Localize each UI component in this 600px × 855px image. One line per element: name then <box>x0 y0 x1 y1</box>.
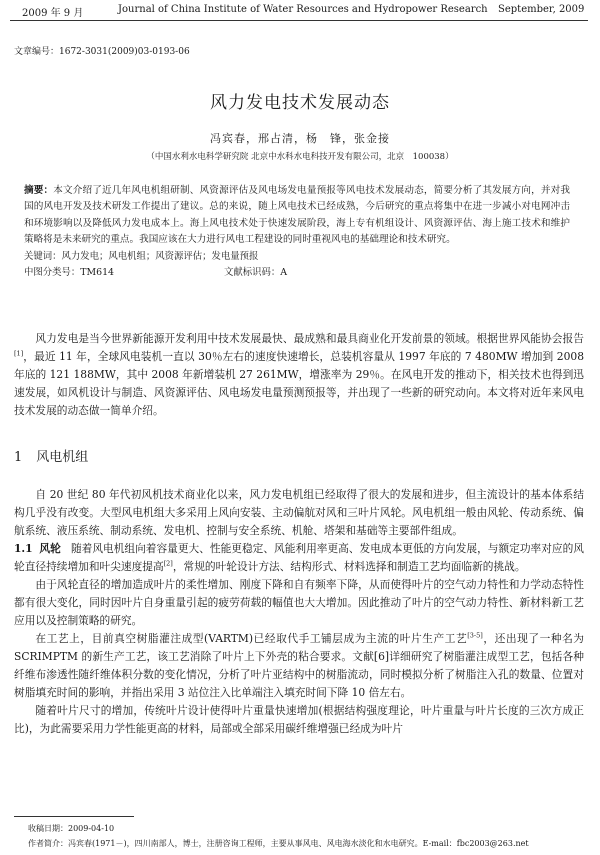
affiliation: （中国水利水电科学研究院 北京中水科水电科技开发有限公司，北京 100038） <box>146 152 454 162</box>
clc-label: 中图分类号： <box>24 266 81 278</box>
subsection-1-1-text-b: ，常规的叶轮设计方法、结构形式、材料选择和制造工艺均面临新的挑战。 <box>172 560 526 573</box>
section-1-title: 风电机组 <box>36 450 89 465</box>
page-title: 风力发电技术发展动态 <box>210 93 390 113</box>
section-1-number: 1 <box>14 450 23 465</box>
p4-text-b: ，还出现了一种名为 SCRIMPTM 的新生产工艺，该工艺消除了叶片上下外壳的粘合要求。文献[6]详细研究了树脂灌注成型工艺，包括各种纤维布渗透性随纤维体积分数的变化情况，分析了叶片亚结构中的树脂流动，同时模拟分析了树脂注入孔的数量、位置对树脂填充时间的影响，并指出采用 3 站位注入比单端注入填充时间下降 10 倍左右。 <box>14 632 584 699</box>
ref-2: [2] <box>163 559 173 568</box>
intro-text-b: ，最近 11 年，全球风电装机一直以 30％左右的速度快速增长，总装机容量从 1997 年底的 7 480MW 增加到 2008 年底的 121 188MW，其中 2008 年新增装机 27 261MW，增涨率为 29％。在风电开发的推动下，相关技术也得到迅速发展，如风机设计与制造、风资源评估、风电场发电量预测预报等，并出现了一些新的研究动向。本文将对近年来风电技术发展的动态做一简单介绍。 <box>14 350 584 417</box>
doc-code-label: 文献标识码： <box>223 266 281 278</box>
doc-code-value: A <box>280 266 288 278</box>
abstract-block <box>24 183 570 281</box>
keywords-label: 关键词： <box>24 250 62 262</box>
clc-value: TM614 <box>80 266 115 278</box>
subsection-1-1-title: 风轮 <box>39 542 61 555</box>
subsection-1-1-number: 1.1 <box>14 542 33 555</box>
ref-3-5: [3-5] <box>467 631 483 640</box>
abstract <box>24 183 570 249</box>
header-date-en: September, 2009 <box>498 4 585 15</box>
keywords-text: 风力发电；风电机组；风资源评估；发电量预报 <box>61 250 259 262</box>
footnote-received: 收稿日期：2009-04-10 <box>28 824 115 833</box>
section-1-paragraph-1: 自 20 世纪 80 年代初风机技术商业化以来，风力发电机组已经取得了很大的发展和进步，但主流设计的基本体系结构几乎没有改变。大型风电机组大多采用上风向安装、主动偏航对风和三叶片风轮。风电机组一般由风轮、传动系统、偏航系统、液压系统、制动系统、发电机、控制与安全系统、机舱、塔架和基础等主要部件组成。 <box>14 488 584 537</box>
header-date: 2009 年 9 月 <box>22 8 84 19</box>
intro <box>14 330 584 420</box>
header-rule <box>10 20 588 21</box>
section-1-paragraph-3: 由于风轮直径的增加造成叶片的柔性增加、刚度下降和自有频率下降，从而使得叶片的空气动力特性和力学动态特性都有很大变化，同时因叶片自身重量引起的疲劳荷载的幅值也大大增加。因此推动了叶片的空气动力特性、新材料新工艺应用以及控制策略的研究。 <box>14 578 584 627</box>
footnote-author-info: 作者简介：冯宾春(1971－)，四川南部人，博士，注册咨询工程师，主要从事风电、风电海水淡化和水电研究。E-mail：fbc2003@263.net <box>28 839 529 848</box>
section-1-paragraph-5: 随着叶片尺寸的增加，传统叶片设计使得叶片重量快速增加(根据结构强度理论，叶片重量与叶片长度的三次方成正比)，为此需要采用力学性能更高的材料，局部或全部采用碳纤维增强已经成为叶片 <box>14 704 584 735</box>
intro-ref-1: [1] <box>14 349 24 358</box>
section-1-body <box>14 486 584 738</box>
keywords <box>24 249 570 265</box>
intro-text-a: 风力发电是当今世界新能源开发利用中技术发展最快、最成熟和最具商业化开发前景的领域。根据世界风能协会报告 <box>35 332 584 345</box>
abstract-text: 本文介绍了近几年风电机组研制、风资源评估及风电场发电量预报等风电技术发展动态，简要分析了其发展方向，并对我国的风电开发及技术研发工作提出了建议。总的来说，随上风电技术已经成熟，今后研究的重点将集中在进一步减小对电网冲击和环境影响以及降低风力发电成本上。海上风电技术处于快速发展阶段，海上专有机组设计、风资源评估、海上施工技术和维护策略将是未来研究的重点。我国应该在大力进行风电工程建设的同时重视风电的基础理论和技术研究。 <box>24 185 571 246</box>
section-1-heading <box>14 446 88 465</box>
classification <box>24 265 570 281</box>
p4-text-a: 在工艺上，目前真空树脂灌注成型(VARTM)已经取代手工铺层成为主流的叶片生产工艺 <box>35 632 468 645</box>
subsection-1-1-paragraph <box>14 540 584 576</box>
abstract-label: 摘要： <box>24 185 54 196</box>
section-1-paragraph-4 <box>14 630 584 702</box>
header-journal: Journal of China Institute of Water Resources and Hydropower Research <box>118 4 488 15</box>
authors: 冯宾春，邢占清，杨 锋，张金接 <box>210 132 390 145</box>
subsection-1-1-text-a: 随着风电机组向着容量更大、性能更稳定、风能利用率更高、发电成本更低的方向发展，与额定功率对应的风轮直径持续增加和叶尖速度提高 <box>14 542 584 573</box>
article-id: 文章编号：1672-3031(2009)03-0193-06 <box>14 47 190 57</box>
footnote-rule <box>14 816 134 817</box>
intro-paragraph <box>14 330 584 420</box>
